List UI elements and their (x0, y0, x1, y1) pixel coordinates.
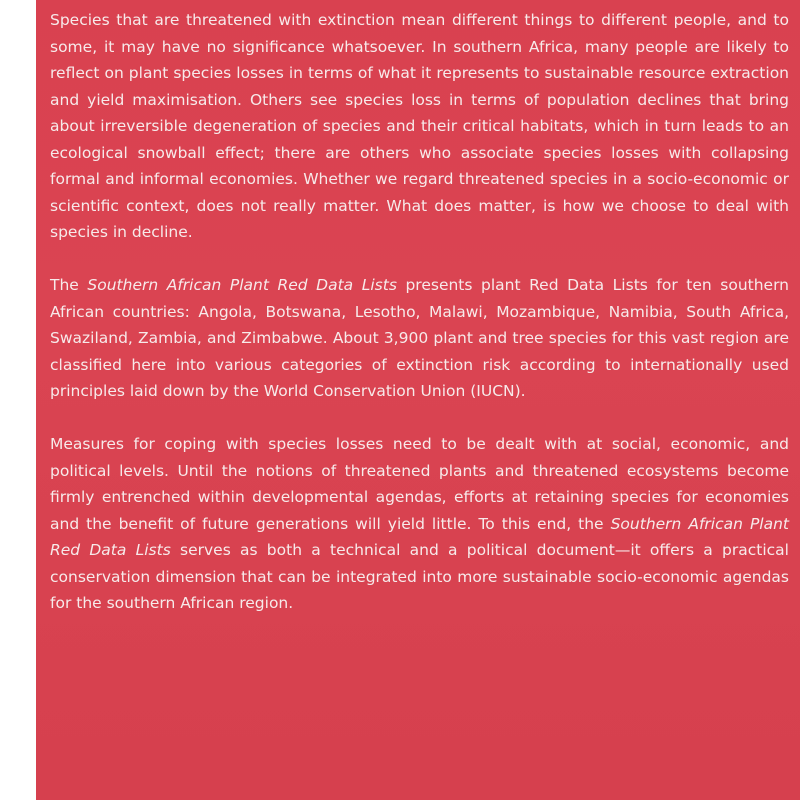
book-title-italic: Southern African Plant Red Data Lists (87, 276, 397, 294)
paragraph-coping-measures (50, 431, 789, 617)
paragraph-3-prefix: Measures for coping with species losses need to be dealt with at social, economic, and political levels. Until the notions of threatened plants and threatened ecosystems become firmly entrenched within developmental agendas, efforts at retaining species for economies and the benefit of future generations will yield little. To this end, the (50, 435, 789, 533)
book-title-italic: Southern African Plant Red Data Lists (50, 514, 789, 559)
blurb-text (50, 7, 789, 617)
paragraph-species-threat: Species that are threatened with extinction mean different things to different people, and to some, it may have no significance whatsoever. In southern Africa, many people are likely to reflect on plant species losses in terms of what it represents to sustainable resource extraction and yield maximisation. Others see species loss in terms of population declines that bring about irreversible degeneration of species and their critical habitats, which in turn leads to an ecological snowball effect; there are others who associate species losses with collapsing formal and informal economies. Whether we regard threatened species in a socio-economic or scientific context, does not really matter. What does matter, is how we choose to deal with species in decline. (50, 11, 789, 241)
paragraph-red-data-lists (50, 272, 789, 405)
paragraph-3-suffix: serves as both a technical and a political document—it offers a practical conservation dimension that can be integrated into more sustainable socio-economic agendas for the southern African region. (50, 541, 789, 612)
paragraph-2-prefix: The (50, 276, 88, 294)
book-back-cover (36, 0, 800, 800)
paragraph-2-suffix: presents plant Red Data Lists for ten southern African countries: Angola, Botswana, Lesotho, Malawi, Mozambique, Namibia, South Africa, Swaziland, Zambia, and Zimbabwe. About 3,900 plant and tree species for this vast region are classified here into various categories of extinction risk according to internationally used principles laid down by the World Conservation Union (IUCN). (50, 276, 790, 400)
